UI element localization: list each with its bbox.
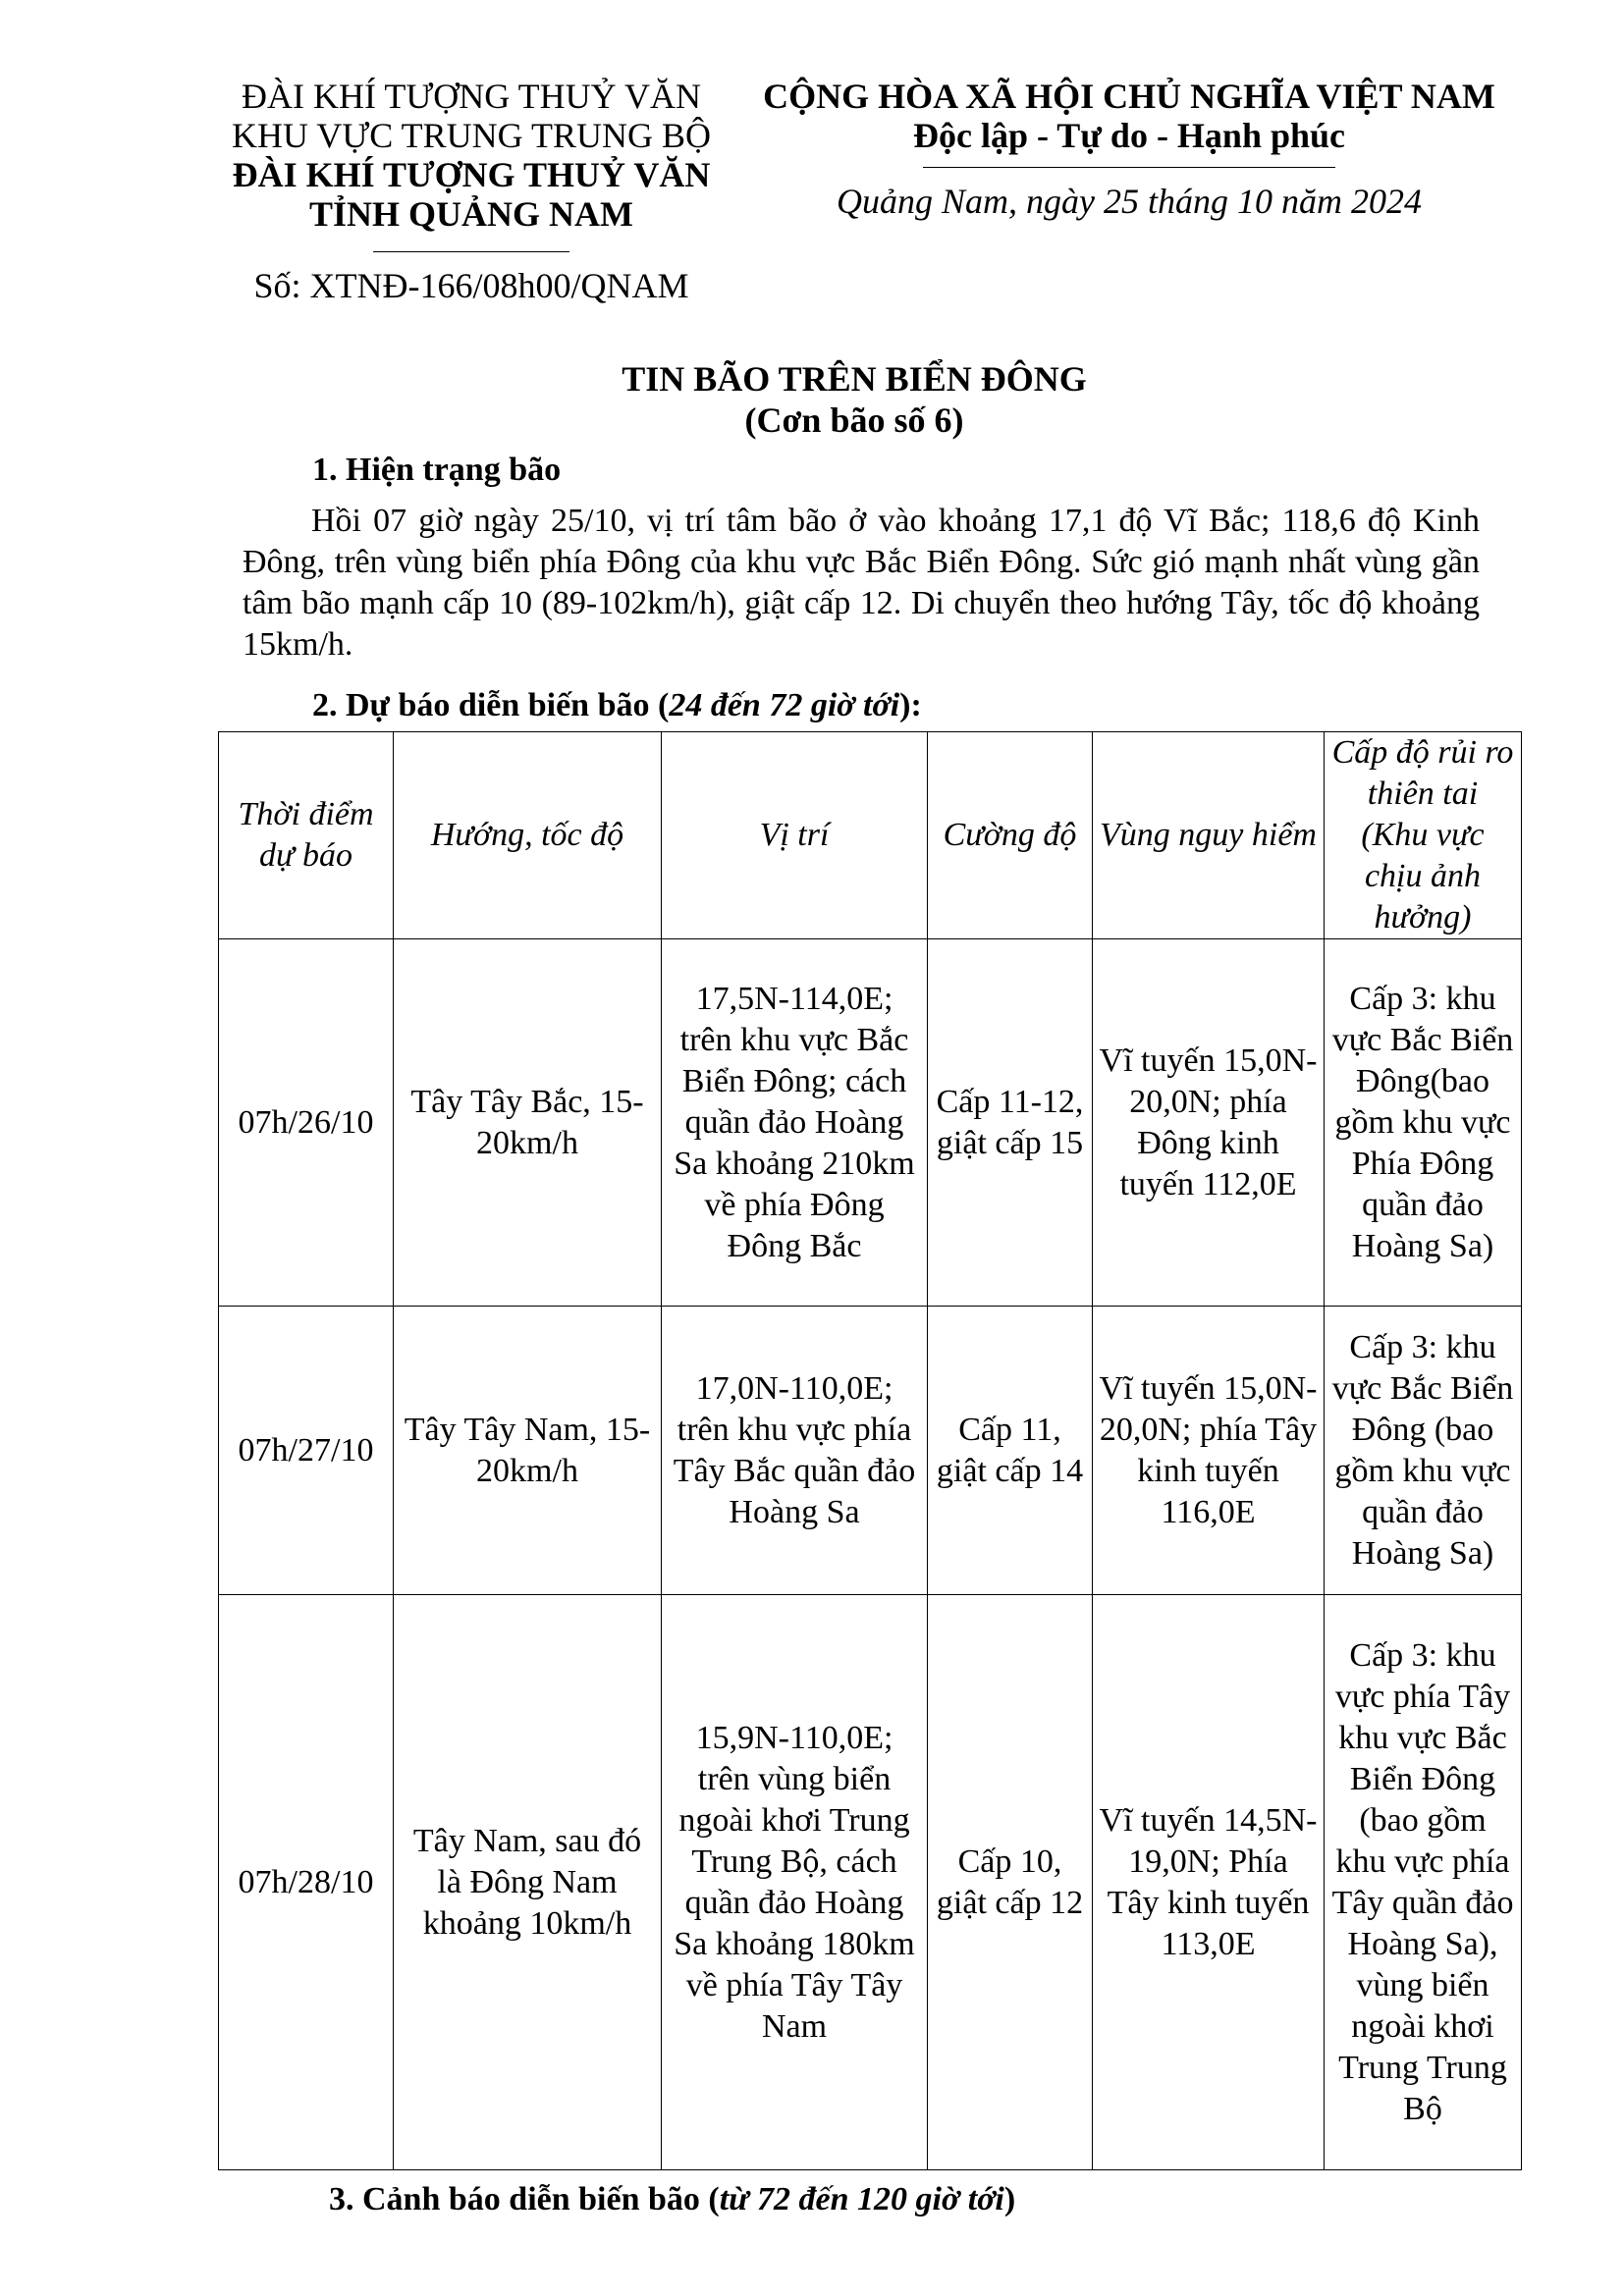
table-row <box>219 1595 1522 2170</box>
table-header-cell: Thời điểm dự báo <box>219 732 394 939</box>
document-date: Quảng Nam, ngày 25 tháng 10 năm 2024 <box>837 182 1422 221</box>
table-cell: Cấp 11-12, giật cấp 15 <box>928 939 1093 1307</box>
table-cell: Cấp 11, giật cấp 14 <box>928 1307 1093 1595</box>
table-cell: 07h/27/10 <box>219 1307 394 1595</box>
agency-line-3: ĐÀI KHÍ TƯỢNG THUỶ VĂN <box>232 155 711 194</box>
table-cell: 17,0N-110,0E; trên khu vực phía Tây Bắc quần đảo Hoàng Sa <box>662 1307 928 1595</box>
section-3-heading-text: 3. Cảnh báo diễn biến bão ( <box>329 2181 720 2217</box>
section-3-heading <box>329 2181 1015 2218</box>
table-cell: 17,5N-114,0E; trên khu vực Bắc Biển Đông; cách quần đảo Hoàng Sa khoảng 210km về phía Đông Đông Bắc <box>662 939 928 1307</box>
agency-header <box>206 77 736 305</box>
section-2-heading <box>312 687 922 724</box>
table-row <box>219 1307 1522 1595</box>
table-header-cell: Vị trí <box>662 732 928 939</box>
table-cell: 15,9N-110,0E; trên vùng biển ngoài khơi Trung Trung Bộ, cách quần đảo Hoàng Sa khoảng 180km về phía Tây Tây Nam <box>662 1595 928 2170</box>
title-sub: (Cơn bão số 6) <box>744 400 964 440</box>
table-cell: Vĩ tuyến 15,0N-20,0N; phía Đông kinh tuyến 112,0E <box>1093 939 1325 1307</box>
table-cell: Cấp 3: khu vực phía Tây khu vực Bắc Biển Đông (bao gồm khu vực phía Tây quần đảo Hoàng Sa), vùng biển ngoài khơi Trung Trung Bộ <box>1325 1595 1522 2170</box>
section-3-heading-end: ) <box>1003 2181 1016 2217</box>
section-2-heading-text: 2. Dự báo diễn biến bão ( <box>312 687 670 723</box>
table-cell: 07h/28/10 <box>219 1595 394 2170</box>
table-cell: Tây Nam, sau đó là Đông Nam khoảng 10km/h <box>394 1595 662 2170</box>
section-3-heading-italic: từ 72 đến 120 giờ tới <box>719 2181 1004 2217</box>
table-cell: Cấp 3: khu vực Bắc Biển Đông (bao gồm khu vực quần đảo Hoàng Sa) <box>1325 1307 1522 1595</box>
agency-line-2: KHU VỰC TRUNG TRUNG BỘ <box>232 116 711 155</box>
table-header-cell: Cường độ <box>928 732 1093 939</box>
table-header-row <box>219 732 1522 939</box>
national-divider <box>923 167 1335 168</box>
national-header <box>736 77 1522 221</box>
table-cell: Vĩ tuyến 14,5N-19,0N; Phía Tây kinh tuyến 113,0E <box>1093 1595 1325 2170</box>
title-main: TIN BÃO TRÊN BIỂN ĐÔNG <box>622 359 1087 399</box>
national-motto-1: CỘNG HÒA XÃ HỘI CHỦ NGHĨA VIỆT NAM <box>763 77 1495 116</box>
section-2-heading-italic: 24 đến 72 giờ tới <box>669 687 900 723</box>
agency-line-1: ĐÀI KHÍ TƯỢNG THUỶ VĂN <box>242 77 701 116</box>
document-number: Số: XTNĐ-166/08h00/QNAM <box>253 266 689 305</box>
table-cell: 07h/26/10 <box>219 939 394 1307</box>
table-cell: Tây Tây Bắc, 15-20km/h <box>394 939 662 1307</box>
agency-line-4: TỈNH QUẢNG NAM <box>309 194 633 234</box>
section-1-text <box>243 501 1480 666</box>
forecast-table <box>218 731 1522 2170</box>
section-2-heading-end: ): <box>899 687 922 723</box>
table-header-cell: Cấp độ rủi ro thiên tai (Khu vực chịu ảnh hưởng) <box>1325 732 1522 939</box>
section-1-heading: 1. Hiện trạng bão <box>312 452 562 488</box>
table-cell: Cấp 10, giật cấp 12 <box>928 1595 1093 2170</box>
table-cell: Tây Tây Nam, 15-20km/h <box>394 1307 662 1595</box>
table-cell: Cấp 3: khu vực Bắc Biển Đông(bao gồm khu vực Phía Đông quần đảo Hoàng Sa) <box>1325 939 1522 1307</box>
section-1-body: Hồi 07 giờ ngày 25/10, vị trí tâm bão ở vào khoảng 17,1 độ Vĩ Bắc; 118,6 độ Kinh Đông, trên vùng biển phía Đông của khu vực Bắc Biển Đông. Sức gió mạnh nhất vùng gần tâm bão mạnh cấp 10 (89-102km/h), giật cấp 12. Di chuyển theo hướng Tây, tốc độ khoảng 15km/h. <box>243 503 1480 663</box>
table-cell: Vĩ tuyến 15,0N-20,0N; phía Tây kinh tuyến 116,0E <box>1093 1307 1325 1595</box>
national-motto-2: Độc lập - Tự do - Hạnh phúc <box>912 116 1346 155</box>
table-header-cell: Vùng nguy hiểm <box>1093 732 1325 939</box>
table-header-cell: Hướng, tốc độ <box>394 732 662 939</box>
agency-divider <box>373 251 569 252</box>
table-row <box>219 939 1522 1307</box>
document-title <box>0 358 1624 441</box>
